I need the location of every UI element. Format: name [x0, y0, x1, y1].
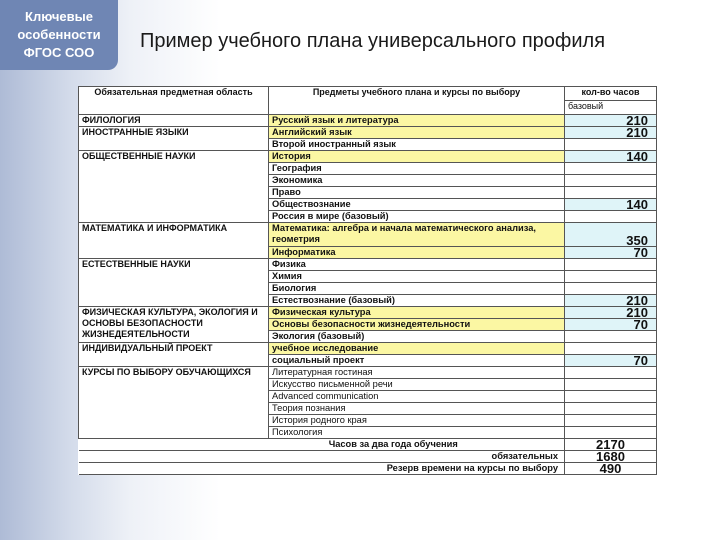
hours-cell	[565, 283, 657, 295]
hours-cell	[565, 427, 657, 439]
hours-cell	[565, 163, 657, 175]
hours-cell: 350	[565, 223, 657, 247]
subject-cell: Экономика	[269, 175, 565, 187]
totals-label: Резерв времени на курсы по выбору	[79, 463, 565, 475]
subject-cell: Россия в мире (базовый)	[269, 211, 565, 223]
hours-cell: 210	[565, 307, 657, 319]
subject-cell: Основы безопасности жизнедеятельности	[269, 319, 565, 331]
hours-cell	[565, 331, 657, 343]
totals-row	[79, 463, 657, 475]
area-cell: МАТЕМАТИКА И ИНФОРМАТИКА	[79, 223, 269, 259]
subject-cell: Информатика	[269, 247, 565, 259]
hours-cell: 210	[565, 115, 657, 127]
table-row	[79, 367, 657, 379]
hours-cell: 70	[565, 319, 657, 331]
totals-label: обязательных	[79, 451, 565, 463]
subject-cell: Английский язык	[269, 127, 565, 139]
totals-value: 2170	[565, 439, 657, 451]
subject-cell: География	[269, 163, 565, 175]
hours-cell: 140	[565, 151, 657, 163]
section-badge	[0, 0, 118, 70]
hours-cell: 210	[565, 295, 657, 307]
subject-cell: Естествознание (базовый)	[269, 295, 565, 307]
subject-cell: Литературная гостиная	[269, 367, 565, 379]
table-row	[79, 151, 657, 163]
subject-cell: Физика	[269, 259, 565, 271]
hours-cell	[565, 403, 657, 415]
hours-cell	[565, 187, 657, 199]
table-header-row	[79, 87, 657, 115]
subject-cell: Химия	[269, 271, 565, 283]
totals-value: 490	[565, 463, 657, 475]
subject-cell: Психология	[269, 427, 565, 439]
subject-cell: Теория познания	[269, 403, 565, 415]
hours-cell	[565, 391, 657, 403]
totals-value: 1680	[565, 451, 657, 463]
subject-cell: Искусство письменной речи	[269, 379, 565, 391]
table-row	[79, 127, 657, 139]
slide-title: Пример учебного плана универсального профиля	[140, 30, 606, 52]
subject-cell: Advanced communication	[269, 391, 565, 403]
header-hours-basic: базовый	[568, 101, 604, 111]
hours-cell	[565, 379, 657, 391]
table-row	[79, 343, 657, 355]
hours-cell	[565, 367, 657, 379]
hours-cell	[565, 271, 657, 283]
table-row	[79, 259, 657, 271]
table-row	[79, 115, 657, 127]
subject-cell: учебное исследование	[269, 343, 565, 355]
area-cell: КУРСЫ ПО ВЫБОРУ ОБУЧАЮЩИХСЯ	[79, 367, 269, 439]
hours-cell	[565, 259, 657, 271]
badge-line-1: Ключевые	[25, 9, 93, 24]
hours-cell: 140	[565, 199, 657, 211]
subject-cell: Экология (базовый)	[269, 331, 565, 343]
header-subjects: Предметы учебного плана и курсы по выбору	[269, 87, 565, 115]
area-cell: ИНОСТРАННЫЕ ЯЗЫКИ	[79, 127, 269, 151]
subject-cell: Биология	[269, 283, 565, 295]
table-row	[79, 307, 657, 319]
header-hours-label: кол-во часов	[565, 87, 656, 101]
badge-line-3: ФГОС СОО	[23, 45, 95, 60]
area-cell: ФИЗИЧЕСКАЯ КУЛЬТУРА, ЭКОЛОГИЯ И ОСНОВЫ БЕЗОПАСНОСТИ ЖИЗНЕДЕЯТЕЛЬНОСТИ	[79, 307, 269, 343]
area-cell: ИНДИВИДУАЛЬНЫЙ ПРОЕКТ	[79, 343, 269, 367]
subject-cell: Обществознание	[269, 199, 565, 211]
hours-cell: 210	[565, 127, 657, 139]
totals-row	[79, 439, 657, 451]
area-cell: ЕСТЕСТВЕННЫЕ НАУКИ	[79, 259, 269, 307]
hours-cell: 70	[565, 247, 657, 259]
hours-cell	[565, 343, 657, 355]
hours-cell	[565, 211, 657, 223]
subject-cell: История родного края	[269, 415, 565, 427]
totals-row	[79, 451, 657, 463]
subject-cell: Второй иностранный язык	[269, 139, 565, 151]
curriculum-table	[78, 86, 657, 475]
hours-cell	[565, 415, 657, 427]
header-hours	[565, 87, 657, 115]
header-area: Обязательная предметная область	[79, 87, 269, 115]
area-cell: ФИЛОЛОГИЯ	[79, 115, 269, 127]
hours-cell	[565, 139, 657, 151]
subject-cell: социальный проект	[269, 355, 565, 367]
subject-cell: Физическая культура	[269, 307, 565, 319]
totals-label: Часов за два года обучения	[79, 439, 565, 451]
table-row	[79, 223, 657, 247]
area-cell: ОБЩЕСТВЕННЫЕ НАУКИ	[79, 151, 269, 223]
subject-cell: Русский язык и литература	[269, 115, 565, 127]
subject-cell: История	[269, 151, 565, 163]
hours-cell: 70	[565, 355, 657, 367]
hours-cell	[565, 175, 657, 187]
badge-line-2: особенности	[17, 27, 101, 42]
subject-cell: Математика: алгебра и начала математического анализа, геометрия	[269, 223, 565, 247]
subject-cell: Право	[269, 187, 565, 199]
